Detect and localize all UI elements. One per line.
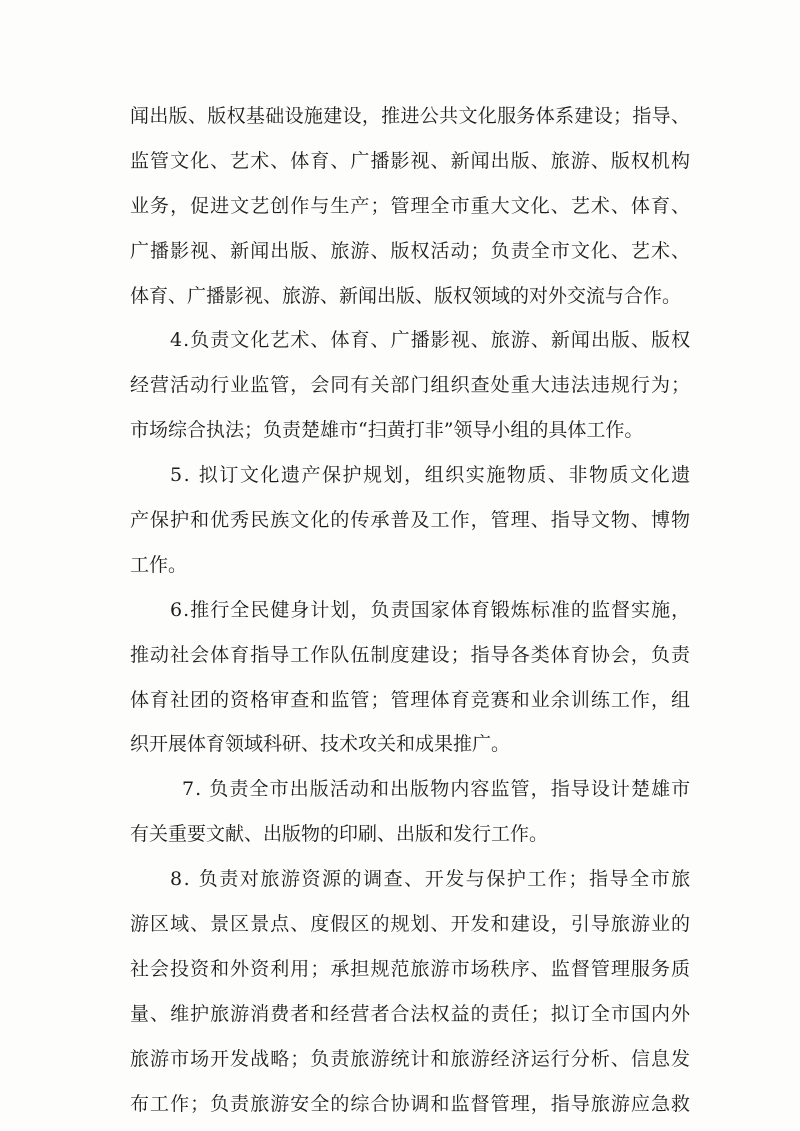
text-line: 监管文化、艺术、体育、广播影视、新闻出版、旅游、版权机构: [130, 149, 692, 172]
paragraph-6-first-line: 6.推行全民健身计划，负责国家体育锻炼标准的监督实施，: [170, 598, 692, 621]
text-line: 织开展体育领域科研、技术攻关和成果推广。: [130, 733, 511, 756]
text-line: 体育社团的资格审查和监管；管理体育竞赛和业余训练工作，组: [130, 688, 692, 711]
text-line: 工作。: [130, 553, 188, 576]
text-line: 游区域、景区景点、度假区的规划、开发和建设，引导旅游业的: [130, 913, 692, 936]
text-line: 旅游市场开发战略；负责旅游统计和旅游经济运行分析、信息发: [130, 1047, 692, 1070]
text-line: 经营活动行业监管，会同有关部门组织查处重大违法违规行为；: [130, 374, 692, 397]
text-line: 闻出版、版权基础设施建设，推进公共文化服务体系建设；指导、: [130, 105, 691, 127]
text-line: 业务，促进文艺创作与生产；管理全市重大文化、艺术、体育、: [130, 194, 692, 217]
paragraph-8-first-line: 8. 负责对旅游资源的调查、开发与保护工作；指导全市旅: [170, 868, 692, 891]
text-line: 量、维护旅游消费者和经营者合法权益的责任；拟订全市国内外: [130, 1002, 692, 1025]
paragraph-4-first-line: 4.负责文化艺术、体育、广播影视、旅游、新闻出版、版权: [170, 329, 692, 352]
paragraph-5-first-line: 5. 拟订文化遗产保护规划，组织实施物质、非物质文化遗: [170, 464, 692, 487]
text-line: 体育、广播影视、旅游、新闻出版、版权领域的对外交流与合作。: [130, 284, 682, 307]
text-line: 布工作；负责旅游安全的综合协调和监督管理，指导旅游应急救: [130, 1092, 692, 1115]
text-line: 推动社会体育指导工作队伍制度建设；指导各类体育协会，负责: [130, 643, 692, 666]
text-line: 有关重要文献、出版物的印刷、出版和发行工作。: [130, 823, 549, 846]
text-line: 社会投资和外资利用；承担规范旅游市场秩序、监督管理服务质: [130, 957, 692, 980]
text-line: 产保护和优秀民族文化的传承普及工作，管理、指导文物、博物: [130, 509, 692, 532]
text-line: 广播影视、新闻出版、旅游、版权活动；负责全市文化、艺术、: [130, 239, 692, 262]
body-text: [130, 94, 690, 1126]
text-line: 市场综合执法；负责楚雄市“扫黄打非”领导小组的具体工作。: [130, 419, 644, 442]
paragraph-7-first-line: 7. 负责全市出版活动和出版物内容监管，指导设计楚雄市: [182, 778, 692, 801]
